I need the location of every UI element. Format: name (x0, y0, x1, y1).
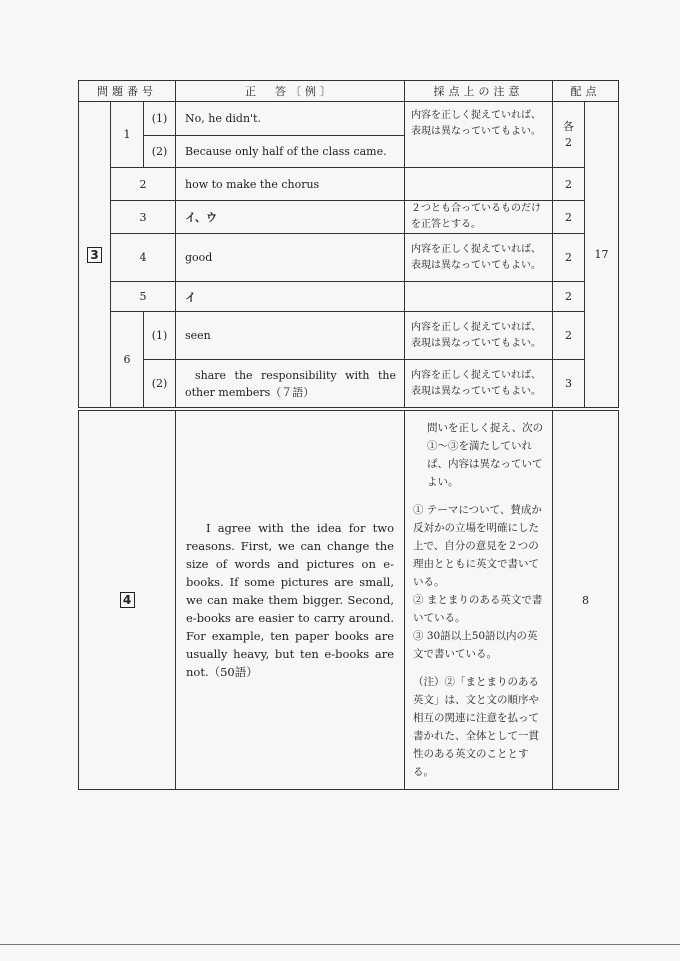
criteria-3: ③ 30語以上50語以内の英文で書いている。 (413, 630, 538, 660)
section-3-label (79, 102, 111, 408)
q6-sub1-points: 2 (553, 312, 585, 360)
header-grading-notes: 採点上の注意 (405, 81, 553, 102)
q1-sub1-answer: No, he didn't. (176, 102, 405, 136)
q2-number: 2 (111, 168, 176, 201)
q1-points: 各 2 (553, 102, 585, 168)
q2-answer: how to make the chorus (176, 168, 405, 201)
q4-number: 4 (111, 234, 176, 282)
header-question-number: 問題番号 (79, 81, 176, 102)
answer-key-table-section-4 (78, 410, 619, 790)
q3-number: 3 (111, 201, 176, 234)
section-4-points: 8 (553, 411, 619, 790)
table-row (79, 360, 619, 408)
section-4-model-answer: I agree with the idea for two reasons. First, we can change the size of words and pictures on e-books. If some pictures are small, we can make them bigger. Second, e-books are easier to carry around. For example, ten paper books are usually heavy, but ten e-books are not.（50語） (176, 411, 405, 790)
q3-answer: イ、ウ (176, 201, 405, 234)
section-3-total-points: 17 (585, 102, 619, 408)
q5-note (405, 282, 553, 312)
table-row (79, 168, 619, 201)
q3-note: ２つとも合っているものだけを正答とする。 (405, 201, 553, 234)
q5-number: 5 (111, 282, 176, 312)
section-4-criteria (405, 411, 553, 790)
criteria-note: （注）②「まとまりのある英文」は、文と文の順序や相互の関連に注意を払って書かれた、全体として一貫性のある英文のこととする。 (413, 676, 539, 778)
table-row (79, 411, 619, 790)
q2-points: 2 (553, 168, 585, 201)
q6-sub1-answer: seen (176, 312, 405, 360)
q1-sub2: (2) (144, 136, 176, 168)
q6-number: 6 (111, 312, 144, 408)
q1-sub1: (1) (144, 102, 176, 136)
table-row (79, 102, 619, 136)
q5-points: 2 (553, 282, 585, 312)
q3-points: 2 (553, 201, 585, 234)
q6-sub1: (1) (144, 312, 176, 360)
q6-sub2: (2) (144, 360, 176, 408)
q6-sub1-note: 内容を正しく捉えていれば、表現は異なっていてもよい。 (405, 312, 553, 360)
answer-key-table (78, 80, 619, 408)
header-row (79, 81, 619, 102)
table-row (79, 282, 619, 312)
criteria-1: ① テーマについて、賛成か反対かの立場を明確にした上で、自分の意見を２つの理由とともに英文で書いている。 (413, 504, 542, 588)
q6-sub2-note: 内容を正しく捉えていれば、表現は異なっていてもよい。 (405, 360, 553, 408)
header-answer: 正 答〔例〕 (176, 81, 405, 102)
q6-sub2-points: 3 (553, 360, 585, 408)
q4-points: 2 (553, 234, 585, 282)
table-row (79, 234, 619, 282)
q1-sub2-answer: Because only half of the class came. (176, 136, 405, 168)
criteria-2: ② まとまりのある英文で書いている。 (413, 594, 543, 624)
q6-sub2-answer: share the responsibility with the other members（７語） (176, 360, 405, 408)
section-number-box: 4 (120, 592, 135, 608)
section-4-label (79, 411, 176, 790)
q1-note: 内容を正しく捉えていれば、表現は異なっていてもよい。 (405, 102, 553, 168)
header-points: 配点 (553, 81, 619, 102)
q2-note (405, 168, 553, 201)
q1-number: 1 (111, 102, 144, 168)
section-number-box: 3 (87, 247, 102, 263)
table-row (79, 312, 619, 360)
criteria-intro: 問いを正しく捉え、次の①～③を満たしていれば、内容は異なっていてよい。 (427, 422, 544, 488)
q4-note: 内容を正しく捉えていれば、表現は異なっていてもよい。 (405, 234, 553, 282)
q5-answer: イ (176, 282, 405, 312)
q4-answer: good (176, 234, 405, 282)
table-row (79, 201, 619, 234)
page-edge-line (0, 944, 680, 945)
